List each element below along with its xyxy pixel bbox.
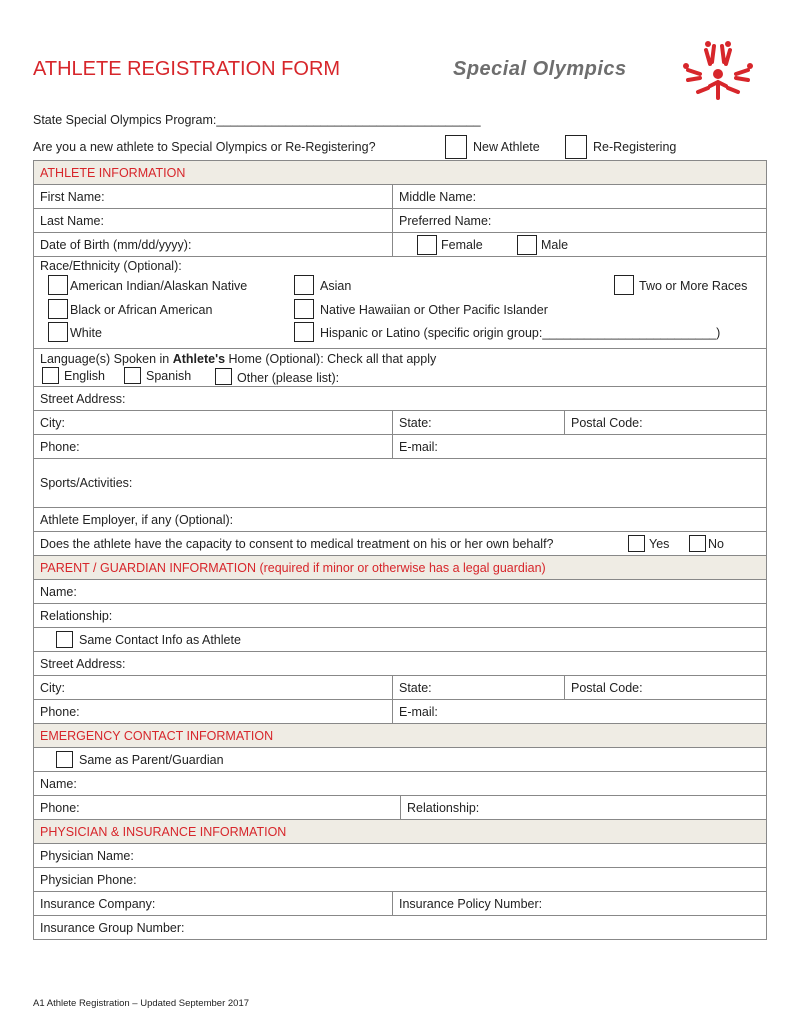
same-as-athlete-label: Same Contact Info as Athlete xyxy=(79,632,241,647)
language-group xyxy=(34,349,766,387)
guardian-name-field[interactable]: Name: xyxy=(40,584,77,599)
race-checkbox-two-or-more[interactable] xyxy=(614,275,634,295)
guardian-city-field[interactable]: City: xyxy=(34,676,393,699)
re-registering-label: Re-Registering xyxy=(593,140,677,154)
athlete-info-header xyxy=(34,161,766,185)
race-option-label[interactable]: Hispanic or Latino (specific origin group:_________________________) xyxy=(320,326,721,340)
special-olympics-logo-icon xyxy=(680,36,756,108)
language-option-label: English xyxy=(64,369,105,383)
guardian-phone-field[interactable]: Phone: xyxy=(34,700,393,723)
consent-no-checkbox[interactable] xyxy=(689,535,706,552)
insurance-company-field[interactable]: Insurance Company: xyxy=(34,892,393,915)
employer-field[interactable]: Athlete Employer, if any (Optional): xyxy=(40,512,234,527)
guardian-state-field[interactable]: State: xyxy=(393,676,565,699)
athlete-email-field[interactable]: E-mail: xyxy=(399,439,438,454)
last-name-field[interactable]: Last Name: xyxy=(34,209,393,232)
guardian-relationship-field[interactable]: Relationship: xyxy=(40,608,113,623)
guardian-street-field[interactable]: Street Address: xyxy=(40,656,126,671)
section-title: PARENT / GUARDIAN INFORMATION (required if minor or otherwise has a legal guardian) xyxy=(40,560,546,575)
athlete-state-field[interactable]: State: xyxy=(393,411,565,434)
race-option-label: White xyxy=(70,326,102,340)
language-option-label[interactable]: Other (please list): xyxy=(237,371,340,385)
consent-yes-checkbox[interactable] xyxy=(628,535,645,552)
first-name-field[interactable]: First Name: xyxy=(34,185,393,208)
language-checkbox-other[interactable] xyxy=(215,368,232,385)
consent-yes-label: Yes xyxy=(649,536,670,551)
language-checkbox-spanish[interactable] xyxy=(124,367,141,384)
physician-info-header xyxy=(34,820,766,844)
athlete-postal-field[interactable]: Postal Code: xyxy=(571,415,643,430)
female-checkbox[interactable] xyxy=(417,235,437,255)
re-registering-checkbox[interactable] xyxy=(565,135,587,159)
same-as-guardian-label: Same as Parent/Guardian xyxy=(79,752,224,767)
race-ethnicity-group xyxy=(34,257,766,349)
physician-name-field[interactable]: Physician Name: xyxy=(40,848,134,863)
registration-form xyxy=(33,160,767,940)
consent-question: Does the athlete have the capacity to consent to medical treatment on his or her own behalf? xyxy=(40,536,554,551)
language-option-label: Spanish xyxy=(146,369,192,383)
dob-field[interactable]: Date of Birth (mm/dd/yyyy): xyxy=(34,233,393,256)
guardian-info-header xyxy=(34,556,766,580)
emergency-info-header xyxy=(34,724,766,748)
guardian-email-field[interactable]: E-mail: xyxy=(399,704,438,719)
section-title: ATHLETE INFORMATION xyxy=(40,165,186,180)
race-option-label: Black or African American xyxy=(70,303,213,317)
athlete-city-field[interactable]: City: xyxy=(34,411,393,434)
athlete-street-field[interactable]: Street Address: xyxy=(40,391,126,406)
new-athlete-checkbox[interactable] xyxy=(445,135,467,159)
special-olympics-logo-text: Special Olympics xyxy=(453,58,627,80)
emergency-name-field[interactable]: Name: xyxy=(40,776,77,791)
male-label: Male xyxy=(541,237,569,252)
female-label: Female xyxy=(441,237,483,252)
language-label: Language(s) Spoken in Athlete's Home (Optional): Check all that apply xyxy=(40,352,437,366)
race-option-label: Native Hawaiian or Other Pacific Islander xyxy=(320,303,548,317)
race-option-label: American Indian/Alaskan Native xyxy=(70,279,248,293)
form-title: ATHLETE REGISTRATION FORM xyxy=(33,58,341,80)
race-checkbox-white[interactable] xyxy=(48,322,68,342)
race-option-label: Asian xyxy=(320,279,352,293)
same-as-guardian-checkbox[interactable] xyxy=(56,751,73,768)
emergency-phone-field[interactable]: Phone: xyxy=(34,796,401,819)
race-checkbox-black[interactable] xyxy=(48,299,68,319)
new-athlete-label: New Athlete xyxy=(473,140,540,154)
state-program-field[interactable]: State Special Olympics Program:______________________________________ xyxy=(33,113,481,127)
language-checkbox-english[interactable] xyxy=(42,367,59,384)
athlete-phone-field[interactable]: Phone: xyxy=(34,435,393,458)
middle-name-field[interactable]: Middle Name: xyxy=(399,189,477,204)
physician-phone-field[interactable]: Physician Phone: xyxy=(40,872,137,887)
section-title: PHYSICIAN & INSURANCE INFORMATION xyxy=(40,824,287,839)
male-checkbox[interactable] xyxy=(517,235,537,255)
race-checkbox-hispanic[interactable] xyxy=(294,322,314,342)
race-label: Race/Ethnicity (Optional): xyxy=(40,259,182,273)
preferred-name-field[interactable]: Preferred Name: xyxy=(399,213,492,228)
race-checkbox-american-indian[interactable] xyxy=(48,275,68,295)
race-option-label: Two or More Races xyxy=(639,279,748,293)
consent-no-label: No xyxy=(708,536,724,551)
race-checkbox-native-hawaiian[interactable] xyxy=(294,299,314,319)
same-as-athlete-checkbox[interactable] xyxy=(56,631,73,648)
section-title: EMERGENCY CONTACT INFORMATION xyxy=(40,728,274,743)
guardian-postal-field[interactable]: Postal Code: xyxy=(571,680,643,695)
insurance-group-field[interactable]: Insurance Group Number: xyxy=(40,920,185,935)
insurance-policy-field[interactable]: Insurance Policy Number: xyxy=(399,896,543,911)
footer-text: A1 Athlete Registration – Updated September 2017 xyxy=(33,998,250,1009)
emergency-relationship-field[interactable]: Relationship: xyxy=(407,800,480,815)
race-checkbox-asian[interactable] xyxy=(294,275,314,295)
sports-field[interactable]: Sports/Activities: xyxy=(40,476,133,490)
new-athlete-question: Are you a new athlete to Special Olympics or Re-Registering? xyxy=(33,140,376,154)
